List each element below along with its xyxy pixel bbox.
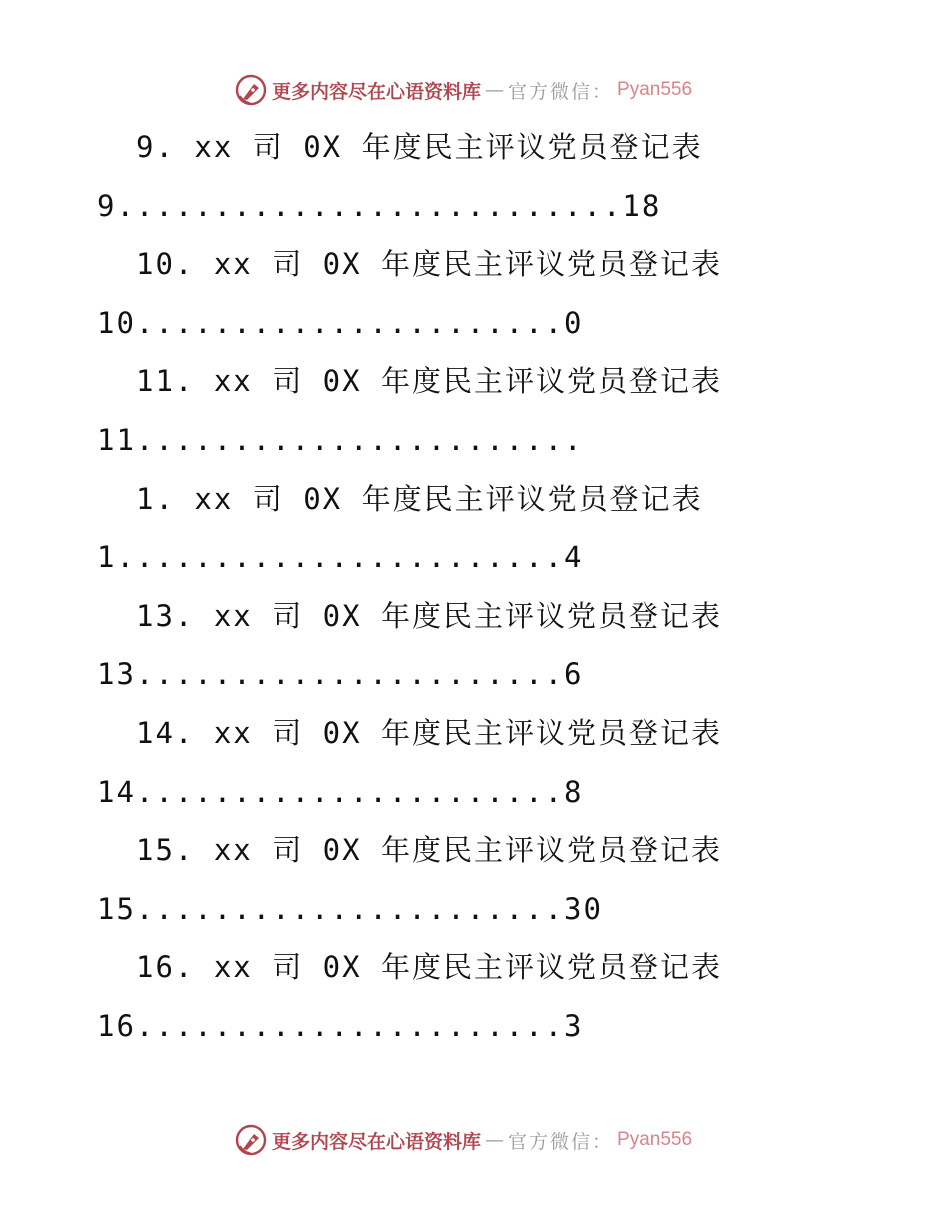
watermark-label: 官方微信： xyxy=(508,1130,614,1153)
toc-entry xyxy=(0,821,950,938)
toc-entry-title[interactable]: 11. xx 司 0X 年度民主评议党员登记表 xyxy=(136,364,723,399)
toc-entry-leader[interactable]: 10......................0 xyxy=(97,305,584,340)
toc-entry-title[interactable]: 14. xx 司 0X 年度民主评议党员登记表 xyxy=(136,715,723,750)
toc-entry-leader[interactable]: 1.......................4 xyxy=(97,540,584,575)
watermark-footer xyxy=(234,1122,692,1158)
toc-entry xyxy=(0,470,950,587)
watermark-separator: — xyxy=(485,1129,505,1151)
toc-entry xyxy=(0,587,950,704)
pen-nib-icon xyxy=(234,73,268,107)
watermark-main-text: 更多内容尽在心语资料库 xyxy=(272,1130,482,1153)
toc-entry-leader[interactable]: 16......................3 xyxy=(97,1008,584,1043)
toc-entry-title[interactable]: 16. xx 司 0X 年度民主评议党员登记表 xyxy=(136,950,723,985)
toc-entry xyxy=(0,704,950,821)
toc-entry-title[interactable]: 13. xx 司 0X 年度民主评议党员登记表 xyxy=(136,598,723,633)
toc-entry-title[interactable]: 10. xx 司 0X 年度民主评议党员登记表 xyxy=(136,247,723,282)
pen-nib-icon xyxy=(234,1123,268,1157)
table-of-contents xyxy=(0,118,950,1056)
toc-entry-title[interactable]: 9. xx 司 0X 年度民主评议党员登记表 xyxy=(136,130,703,164)
toc-entry-leader[interactable]: 9..........................18 xyxy=(97,188,662,223)
watermark-id: Pyan556 xyxy=(617,1129,693,1150)
toc-entry xyxy=(0,352,950,469)
toc-entry-title[interactable]: 1. xx 司 0X 年度民主评议党员登记表 xyxy=(136,481,703,516)
watermark-label: 官方微信： xyxy=(508,80,614,103)
watermark-id: Pyan556 xyxy=(617,79,693,100)
toc-entry-leader[interactable]: 13......................6 xyxy=(97,657,584,692)
watermark-separator: — xyxy=(485,79,505,101)
toc-entry-leader[interactable]: 11....................... xyxy=(97,422,584,457)
watermark-header xyxy=(234,72,692,108)
toc-entry xyxy=(0,118,950,235)
toc-entry xyxy=(0,235,950,352)
watermark-main-text: 更多内容尽在心语资料库 xyxy=(272,80,482,103)
toc-entry xyxy=(0,938,950,1055)
toc-entry-title[interactable]: 15. xx 司 0X 年度民主评议党员登记表 xyxy=(136,833,723,868)
toc-entry-leader[interactable]: 15......................30 xyxy=(97,891,603,926)
toc-entry-leader[interactable]: 14......................8 xyxy=(97,774,584,809)
